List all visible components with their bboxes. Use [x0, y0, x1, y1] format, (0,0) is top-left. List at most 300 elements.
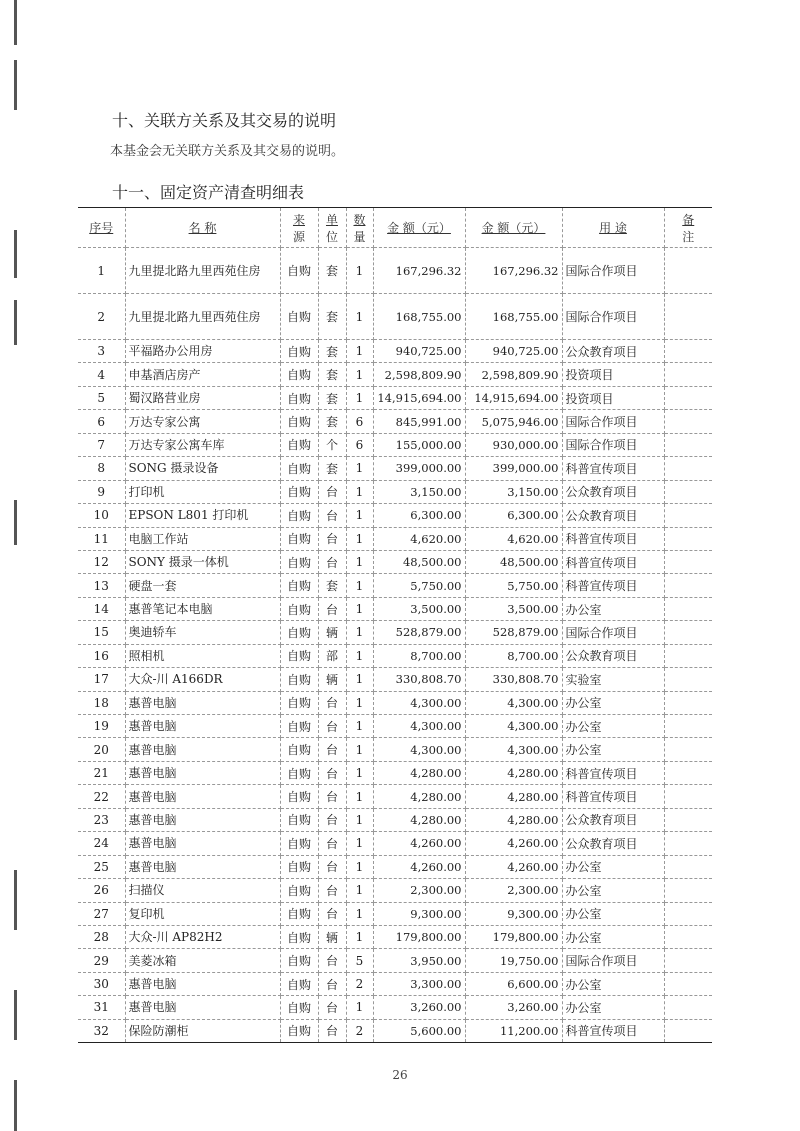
cell-source: 自购 [280, 597, 318, 620]
cell-no: 19 [78, 715, 125, 738]
cell-unit: 台 [318, 832, 346, 855]
cell-amount-1: 4,280.00 [373, 761, 465, 784]
cell-amount-2: 3,260.00 [465, 996, 562, 1019]
cell-amount-1: 4,300.00 [373, 691, 465, 714]
cell-usage: 投资项目 [562, 386, 664, 409]
binding-mark [14, 1080, 17, 1131]
cell-amount-1: 179,800.00 [373, 925, 465, 948]
cell-unit: 套 [318, 574, 346, 597]
cell-source: 自购 [280, 785, 318, 808]
cell-name: 万达专家公寓 [125, 410, 280, 433]
table-row [78, 949, 712, 972]
cell-amount-1: 4,260.00 [373, 855, 465, 878]
cell-no: 8 [78, 457, 125, 480]
table-row [78, 550, 712, 573]
cell-no: 3 [78, 340, 125, 363]
table-row [78, 855, 712, 878]
page-number: 26 [392, 1068, 408, 1082]
table-row [78, 925, 712, 948]
cell-amount-1: 5,600.00 [373, 1019, 465, 1042]
cell-source: 自购 [280, 902, 318, 925]
cell-source: 自购 [280, 433, 318, 456]
cell-qty: 5 [346, 949, 373, 972]
cell-remark [664, 855, 712, 878]
cell-usage: 办公室 [562, 902, 664, 925]
cell-amount-1: 3,500.00 [373, 597, 465, 620]
table-row [78, 1019, 712, 1042]
cell-no: 22 [78, 785, 125, 808]
cell-source: 自购 [280, 761, 318, 784]
cell-amount-2: 4,300.00 [465, 715, 562, 738]
cell-unit: 台 [318, 1019, 346, 1042]
cell-no: 18 [78, 691, 125, 714]
cell-no: 28 [78, 925, 125, 948]
cell-remark [664, 902, 712, 925]
cell-no: 4 [78, 363, 125, 386]
cell-remark [664, 879, 712, 902]
cell-amount-1: 6,300.00 [373, 504, 465, 527]
cell-remark [664, 386, 712, 409]
cell-no: 29 [78, 949, 125, 972]
cell-qty: 1 [346, 668, 373, 691]
cell-usage: 科普宣传项目 [562, 785, 664, 808]
cell-amount-2: 4,280.00 [465, 808, 562, 831]
table-row [78, 738, 712, 761]
cell-qty: 1 [346, 691, 373, 714]
table-header-row [78, 208, 712, 248]
cell-name: 美菱冰箱 [125, 949, 280, 972]
cell-unit: 台 [318, 902, 346, 925]
cell-name: 大众-川 AP82H2 [125, 925, 280, 948]
cell-source: 自购 [280, 363, 318, 386]
cell-source: 自购 [280, 574, 318, 597]
cell-amount-1: 940,725.00 [373, 340, 465, 363]
cell-name: 保险防潮柜 [125, 1019, 280, 1042]
header-remark: 备 注 [664, 208, 712, 248]
cell-no: 17 [78, 668, 125, 691]
cell-name: 申基酒店房产 [125, 363, 280, 386]
cell-no: 2 [78, 294, 125, 340]
cell-qty: 2 [346, 972, 373, 995]
cell-remark [664, 294, 712, 340]
cell-usage: 办公室 [562, 996, 664, 1019]
cell-source: 自购 [280, 855, 318, 878]
cell-remark [664, 738, 712, 761]
cell-usage: 科普宣传项目 [562, 527, 664, 550]
cell-unit: 台 [318, 527, 346, 550]
cell-name: SONY 摄录一体机 [125, 550, 280, 573]
cell-source: 自购 [280, 972, 318, 995]
cell-amount-2: 3,150.00 [465, 480, 562, 503]
cell-unit: 台 [318, 504, 346, 527]
cell-no: 27 [78, 902, 125, 925]
cell-amount-2: 2,300.00 [465, 879, 562, 902]
cell-remark [664, 527, 712, 550]
cell-remark [664, 668, 712, 691]
cell-remark [664, 550, 712, 573]
cell-remark [664, 949, 712, 972]
cell-usage: 国际合作项目 [562, 410, 664, 433]
cell-source: 自购 [280, 457, 318, 480]
table-row [78, 996, 712, 1019]
section-10-text: 本基金会无关联方关系及其交易的说明。 [110, 144, 345, 159]
cell-amount-2: 4,280.00 [465, 761, 562, 784]
cell-amount-1: 9,300.00 [373, 902, 465, 925]
cell-usage: 公众教育项目 [562, 340, 664, 363]
cell-remark [664, 504, 712, 527]
cell-remark [664, 785, 712, 808]
cell-usage: 办公室 [562, 597, 664, 620]
table-row [78, 340, 712, 363]
cell-usage: 办公室 [562, 925, 664, 948]
cell-unit: 部 [318, 644, 346, 667]
cell-usage: 公众教育项目 [562, 832, 664, 855]
cell-amount-2: 14,915,694.00 [465, 386, 562, 409]
cell-qty: 1 [346, 925, 373, 948]
cell-qty: 6 [346, 410, 373, 433]
cell-name: 照相机 [125, 644, 280, 667]
cell-usage: 公众教育项目 [562, 808, 664, 831]
cell-usage: 实验室 [562, 668, 664, 691]
cell-name: 九里提北路九里西苑住房 [125, 294, 280, 340]
cell-amount-2: 168,755.00 [465, 294, 562, 340]
cell-source: 自购 [280, 925, 318, 948]
cell-amount-1: 3,150.00 [373, 480, 465, 503]
cell-unit: 台 [318, 879, 346, 902]
cell-amount-1: 48,500.00 [373, 550, 465, 573]
cell-name: 打印机 [125, 480, 280, 503]
cell-remark [664, 761, 712, 784]
cell-name: EPSON L801 打印机 [125, 504, 280, 527]
cell-amount-2: 4,280.00 [465, 785, 562, 808]
cell-amount-2: 5,075,946.00 [465, 410, 562, 433]
cell-no: 14 [78, 597, 125, 620]
cell-amount-2: 179,800.00 [465, 925, 562, 948]
cell-qty: 1 [346, 855, 373, 878]
cell-remark [664, 457, 712, 480]
cell-source: 自购 [280, 410, 318, 433]
cell-qty: 1 [346, 574, 373, 597]
cell-no: 24 [78, 832, 125, 855]
cell-no: 21 [78, 761, 125, 784]
cell-source: 自购 [280, 294, 318, 340]
cell-source: 自购 [280, 644, 318, 667]
cell-name: 惠普电脑 [125, 715, 280, 738]
cell-source: 自购 [280, 808, 318, 831]
cell-remark [664, 1019, 712, 1042]
binding-mark [14, 60, 17, 110]
table-row [78, 902, 712, 925]
binding-mark [14, 300, 17, 345]
table-row [78, 410, 712, 433]
cell-name: 平福路办公用房 [125, 340, 280, 363]
cell-remark [664, 574, 712, 597]
cell-name: 电脑工作站 [125, 527, 280, 550]
cell-remark [664, 996, 712, 1019]
cell-no: 6 [78, 410, 125, 433]
header-usage: 用 途 [562, 208, 664, 248]
cell-no: 26 [78, 879, 125, 902]
cell-qty: 1 [346, 597, 373, 620]
cell-usage: 公众教育项目 [562, 504, 664, 527]
cell-qty: 1 [346, 832, 373, 855]
cell-unit: 台 [318, 597, 346, 620]
cell-amount-1: 167,296.32 [373, 248, 465, 294]
header-name: 名 称 [125, 208, 280, 248]
cell-remark [664, 480, 712, 503]
cell-remark [664, 340, 712, 363]
cell-name: 复印机 [125, 902, 280, 925]
header-source: 来 源 [280, 208, 318, 248]
cell-qty: 1 [346, 738, 373, 761]
cell-amount-1: 399,000.00 [373, 457, 465, 480]
table-row [78, 294, 712, 340]
cell-qty: 1 [346, 715, 373, 738]
cell-amount-1: 3,260.00 [373, 996, 465, 1019]
cell-source: 自购 [280, 996, 318, 1019]
cell-unit: 台 [318, 761, 346, 784]
cell-qty: 1 [346, 644, 373, 667]
cell-qty: 1 [346, 621, 373, 644]
cell-remark [664, 248, 712, 294]
cell-amount-2: 6,600.00 [465, 972, 562, 995]
cell-amount-1: 8,700.00 [373, 644, 465, 667]
cell-unit: 套 [318, 457, 346, 480]
table-row [78, 879, 712, 902]
cell-usage: 科普宣传项目 [562, 550, 664, 573]
cell-name: 惠普电脑 [125, 972, 280, 995]
table-row [78, 480, 712, 503]
cell-qty: 1 [346, 527, 373, 550]
cell-amount-1: 845,991.00 [373, 410, 465, 433]
cell-unit: 台 [318, 480, 346, 503]
cell-unit: 套 [318, 410, 346, 433]
cell-qty: 1 [346, 504, 373, 527]
cell-unit: 台 [318, 949, 346, 972]
cell-qty: 1 [346, 761, 373, 784]
cell-usage: 科普宣传项目 [562, 457, 664, 480]
cell-source: 自购 [280, 879, 318, 902]
cell-name: 九里提北路九里西苑住房 [125, 248, 280, 294]
cell-no: 16 [78, 644, 125, 667]
cell-amount-1: 3,300.00 [373, 972, 465, 995]
table-row [78, 715, 712, 738]
cell-no: 7 [78, 433, 125, 456]
cell-remark [664, 808, 712, 831]
cell-name: 惠普电脑 [125, 996, 280, 1019]
cell-name: 惠普电脑 [125, 855, 280, 878]
binding-mark [14, 870, 17, 930]
cell-no: 13 [78, 574, 125, 597]
cell-usage: 科普宣传项目 [562, 574, 664, 597]
cell-amount-2: 6,300.00 [465, 504, 562, 527]
cell-source: 自购 [280, 340, 318, 363]
cell-amount-2: 930,000.00 [465, 433, 562, 456]
section-10-title: 十、关联方关系及其交易的说明 [112, 111, 337, 130]
cell-no: 23 [78, 808, 125, 831]
cell-amount-1: 14,915,694.00 [373, 386, 465, 409]
cell-amount-2: 330,808.70 [465, 668, 562, 691]
cell-no: 1 [78, 248, 125, 294]
cell-unit: 套 [318, 386, 346, 409]
cell-amount-1: 4,300.00 [373, 738, 465, 761]
cell-no: 32 [78, 1019, 125, 1042]
cell-amount-1: 4,620.00 [373, 527, 465, 550]
cell-usage: 公众教育项目 [562, 480, 664, 503]
table-row [78, 621, 712, 644]
cell-amount-2: 167,296.32 [465, 248, 562, 294]
cell-name: 扫描仪 [125, 879, 280, 902]
cell-no: 15 [78, 621, 125, 644]
cell-qty: 2 [346, 1019, 373, 1042]
cell-qty: 1 [346, 480, 373, 503]
cell-source: 自购 [280, 738, 318, 761]
cell-amount-2: 4,620.00 [465, 527, 562, 550]
table-row [78, 644, 712, 667]
cell-unit: 台 [318, 972, 346, 995]
cell-no: 10 [78, 504, 125, 527]
table-body [78, 248, 712, 1043]
cell-source: 自购 [280, 691, 318, 714]
cell-no: 30 [78, 972, 125, 995]
cell-remark [664, 433, 712, 456]
cell-remark [664, 363, 712, 386]
cell-amount-2: 9,300.00 [465, 902, 562, 925]
cell-name: 大众-川 A166DR [125, 668, 280, 691]
cell-amount-1: 3,950.00 [373, 949, 465, 972]
cell-usage: 国际合作项目 [562, 949, 664, 972]
fixed-asset-table [78, 207, 712, 1043]
cell-unit: 台 [318, 855, 346, 878]
cell-qty: 1 [346, 902, 373, 925]
cell-amount-2: 4,260.00 [465, 855, 562, 878]
cell-unit: 台 [318, 691, 346, 714]
cell-amount-2: 528,879.00 [465, 621, 562, 644]
table-row [78, 527, 712, 550]
cell-amount-1: 4,280.00 [373, 808, 465, 831]
cell-source: 自购 [280, 1019, 318, 1042]
cell-unit: 套 [318, 340, 346, 363]
cell-usage: 办公室 [562, 972, 664, 995]
cell-name: 惠普电脑 [125, 738, 280, 761]
cell-name: 惠普电脑 [125, 832, 280, 855]
cell-usage: 国际合作项目 [562, 433, 664, 456]
section-11-title: 十一、固定资产清查明细表 [112, 183, 305, 202]
cell-qty: 1 [346, 785, 373, 808]
cell-name: 惠普笔记本电脑 [125, 597, 280, 620]
cell-name: 惠普电脑 [125, 691, 280, 714]
cell-remark [664, 691, 712, 714]
cell-amount-2: 4,260.00 [465, 832, 562, 855]
cell-remark [664, 832, 712, 855]
cell-source: 自购 [280, 480, 318, 503]
table-row [78, 972, 712, 995]
binding-mark [14, 500, 17, 545]
cell-usage: 国际合作项目 [562, 248, 664, 294]
cell-no: 11 [78, 527, 125, 550]
cell-name: 惠普电脑 [125, 785, 280, 808]
cell-amount-2: 399,000.00 [465, 457, 562, 480]
table-row [78, 574, 712, 597]
cell-source: 自购 [280, 527, 318, 550]
cell-source: 自购 [280, 621, 318, 644]
header-qty: 数 量 [346, 208, 373, 248]
cell-amount-1: 168,755.00 [373, 294, 465, 340]
cell-qty: 1 [346, 996, 373, 1019]
cell-name: SONG 摄录设备 [125, 457, 280, 480]
cell-name: 万达专家公寓车库 [125, 433, 280, 456]
cell-unit: 套 [318, 248, 346, 294]
cell-usage: 国际合作项目 [562, 621, 664, 644]
cell-source: 自购 [280, 248, 318, 294]
cell-qty: 6 [346, 433, 373, 456]
cell-source: 自购 [280, 832, 318, 855]
cell-source: 自购 [280, 715, 318, 738]
cell-usage: 办公室 [562, 738, 664, 761]
cell-no: 31 [78, 996, 125, 1019]
header-amount-2: 金 额（元） [465, 208, 562, 248]
cell-unit: 辆 [318, 621, 346, 644]
cell-unit: 辆 [318, 925, 346, 948]
cell-amount-1: 4,280.00 [373, 785, 465, 808]
cell-source: 自购 [280, 550, 318, 573]
cell-amount-2: 940,725.00 [465, 340, 562, 363]
table-row [78, 597, 712, 620]
cell-unit: 个 [318, 433, 346, 456]
cell-qty: 1 [346, 550, 373, 573]
table-row [78, 363, 712, 386]
cell-usage: 办公室 [562, 715, 664, 738]
table-row [78, 248, 712, 294]
binding-mark [14, 990, 17, 1040]
cell-amount-1: 2,598,809.90 [373, 363, 465, 386]
cell-unit: 台 [318, 715, 346, 738]
cell-amount-2: 11,200.00 [465, 1019, 562, 1042]
cell-remark [664, 644, 712, 667]
cell-no: 5 [78, 386, 125, 409]
table-row [78, 808, 712, 831]
cell-name: 奥迪轿车 [125, 621, 280, 644]
table-row [78, 668, 712, 691]
cell-remark [664, 621, 712, 644]
header-unit: 单 位 [318, 208, 346, 248]
cell-amount-2: 48,500.00 [465, 550, 562, 573]
cell-remark [664, 715, 712, 738]
cell-usage: 科普宣传项目 [562, 1019, 664, 1042]
cell-usage: 办公室 [562, 879, 664, 902]
cell-qty: 1 [346, 294, 373, 340]
cell-amount-1: 2,300.00 [373, 879, 465, 902]
table-row [78, 504, 712, 527]
cell-source: 自购 [280, 504, 318, 527]
table-row [78, 761, 712, 784]
cell-usage: 科普宣传项目 [562, 761, 664, 784]
cell-unit: 台 [318, 738, 346, 761]
cell-no: 25 [78, 855, 125, 878]
cell-source: 自购 [280, 668, 318, 691]
cell-amount-2: 3,500.00 [465, 597, 562, 620]
cell-name: 惠普电脑 [125, 761, 280, 784]
header-no: 序号 [78, 208, 125, 248]
cell-unit: 台 [318, 550, 346, 573]
cell-qty: 1 [346, 248, 373, 294]
cell-usage: 国际合作项目 [562, 294, 664, 340]
cell-amount-1: 4,300.00 [373, 715, 465, 738]
cell-no: 12 [78, 550, 125, 573]
cell-qty: 1 [346, 363, 373, 386]
cell-usage: 公众教育项目 [562, 644, 664, 667]
cell-amount-2: 19,750.00 [465, 949, 562, 972]
